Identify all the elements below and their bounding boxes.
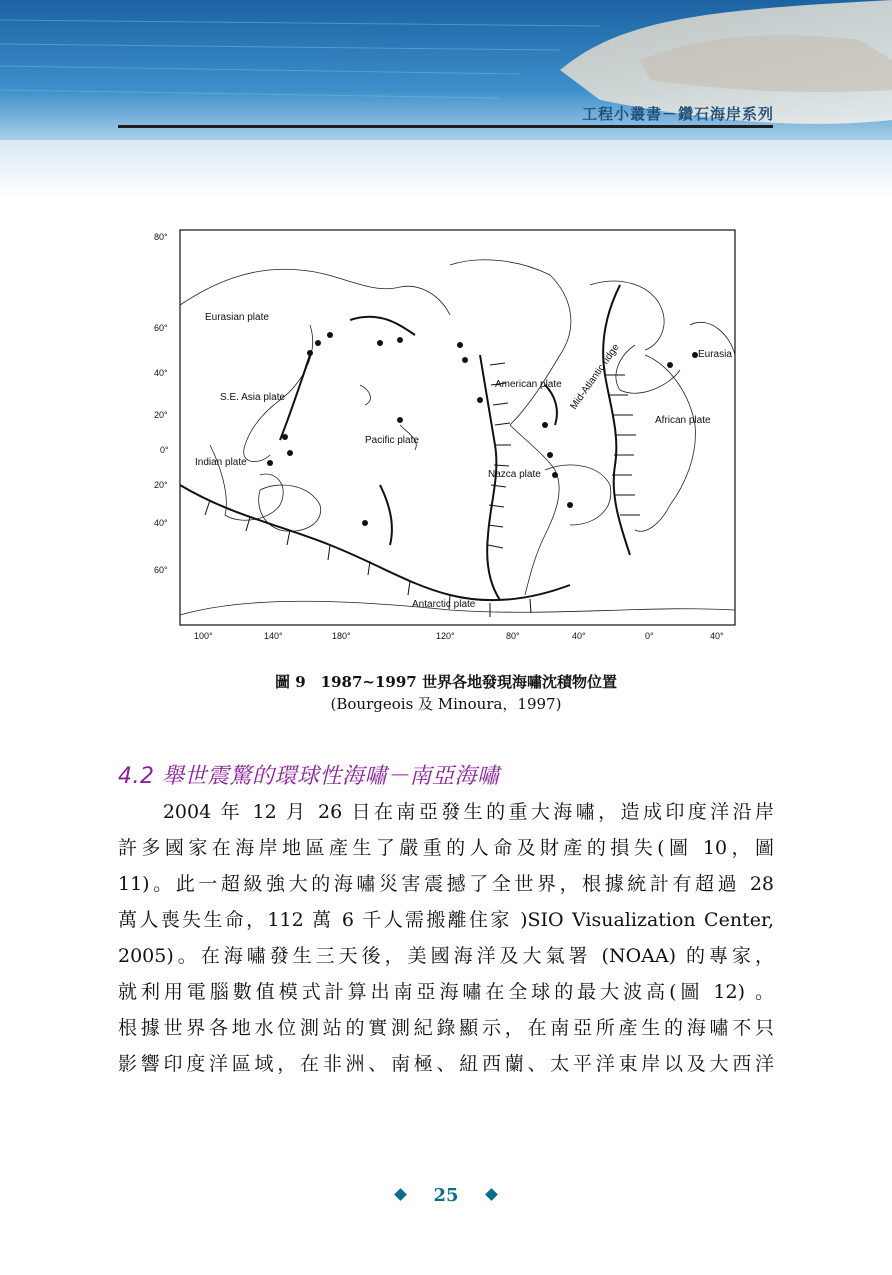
page-number: 25 [433,1185,459,1206]
lon-tick: 40° [710,631,724,641]
body-line: 影響印度洋區域，在非洲、南極、紐西蘭、太平洋東岸以及大西洋 [118,1053,774,1075]
label-antarctic-plate: Antarctic plate [412,599,476,610]
body-line: 就利用電腦數值模式計算出南亞海嘯在全球的最大波高(圖 12) 。 [118,981,774,1003]
diamond-icon [485,1188,498,1201]
label-mid-atlantic-ridge: Mid-Atlantic ridge [568,342,622,412]
lon-tick: 80° [506,631,520,641]
lat-tick: 80° [154,232,168,242]
label-indian-plate: Indian plate [195,457,247,468]
lat-tick: 60° [154,323,168,333]
lon-tick: 180° [332,631,351,641]
label-american-plate: American plate [495,379,562,390]
body-line: 萬人喪失生命，112 萬 6 千人需搬離住家 )SIO Visualization Center, [118,909,774,931]
lon-tick: 120° [436,631,455,641]
label-nazca-plate: Nazca plate [488,469,541,480]
body-line: 11)。此一超級強大的海嘯災害震撼了全世界，根據統計有超過 28 [118,873,774,895]
lat-tick: 20° [154,410,168,420]
diamond-icon [395,1188,408,1201]
body-paragraph [118,794,774,1082]
figure-caption: 圖 9 1987~1997 世界各地發現海嘯沈積物位置 [275,673,617,691]
label-pacific-plate: Pacific plate [365,435,419,446]
page-footer [0,1185,892,1206]
body-line: 根據世界各地水位測站的實測紀錄顯示，在南亞所產生的海嘯不只 [118,1017,774,1039]
lon-tick: 100° [194,631,213,641]
lon-tick: 40° [572,631,586,641]
lat-tick: 20° [154,480,168,490]
label-african-plate: African plate [655,415,711,426]
lat-tick: 40° [154,368,168,378]
lat-tick: 60° [154,565,168,575]
sea-photo-background [0,0,892,200]
label-eurasian-plate: Eurasian plate [205,312,269,323]
label-se-asia-plate: S.E. Asia plate [220,392,286,403]
figure-citation: (Bourgeois 及 Minoura，1997) [330,695,562,713]
lon-tick: 0° [645,631,654,641]
header-banner [0,0,892,200]
series-title: 工程小叢書－鑽石海岸系列 [581,105,774,123]
body-line: 2005)。在海嘯發生三天後，美國海洋及大氣署 (NOAA) 的專家， [118,945,774,967]
body-line: 2004 年 12 月 26 日在南亞發生的重大海嘯，造成印度洋沿岸 [118,801,774,823]
lat-tick: 0° [160,445,169,455]
label-eurasia: Eurasia [698,349,732,360]
header-divider [118,125,773,128]
body-line: 許多國家在海岸地區產生了嚴重的人命及財產的損失(圖 10，圖 [118,837,774,859]
tectonic-plate-map [150,225,740,645]
lat-tick: 40° [154,518,168,528]
lon-tick: 140° [264,631,283,641]
section-heading: 4.2 舉世震驚的環球性海嘯－南亞海嘯 [118,764,500,789]
